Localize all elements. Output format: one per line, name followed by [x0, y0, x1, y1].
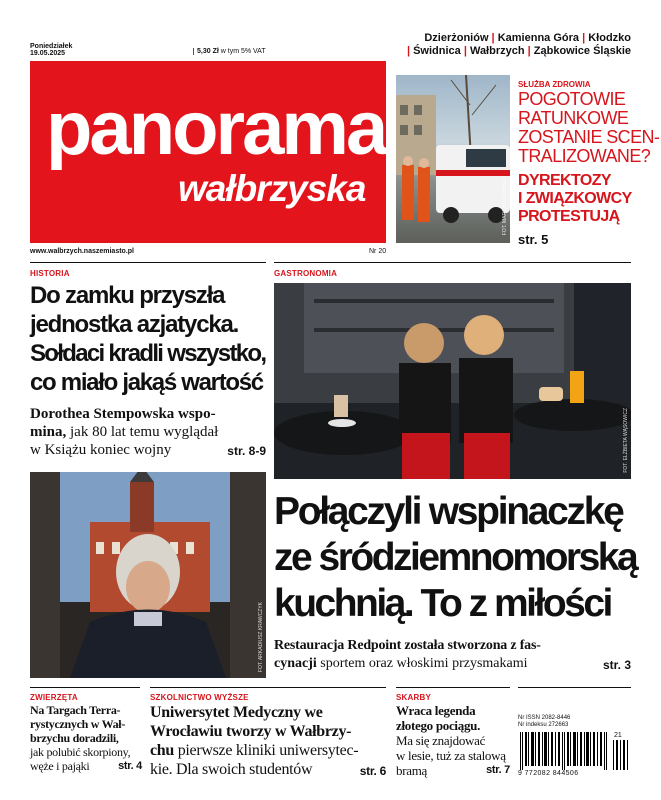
barcode-issue-digits: 21	[614, 732, 622, 739]
top-story-page: str. 5	[518, 232, 549, 247]
barcode-icon	[518, 732, 610, 770]
rule-bottom-col1	[30, 687, 140, 688]
town-swidnica: Świdnica	[413, 45, 461, 57]
history-lead-bold-1: Dorothea Stempowska wspo-	[30, 406, 216, 422]
top-story-head-line-3: ZOSTANIE SCEN-	[518, 127, 660, 147]
animals-body-line-2: węże i pająki	[30, 759, 90, 773]
masthead-subtitle: wałbrzyska	[178, 168, 366, 209]
header-vat: w tym 5% VAT	[220, 48, 266, 55]
university-body-rest: pierwsze kliniki uniwersytec-	[174, 742, 359, 759]
treasure-story	[396, 703, 510, 778]
animals-head-line-3: brzychu doradzili,	[30, 731, 119, 745]
gastro-head-line-3: kuchnią. To z miłości	[274, 582, 611, 625]
treasure-head-line-2: złotego pociągu.	[396, 718, 481, 733]
town-kamienna-gora: Kamienna Góra	[497, 32, 580, 44]
university-head-last: chu	[150, 742, 174, 759]
history-head-line-3: Sołdaci kradli wszystko,	[30, 340, 266, 367]
gastro-photo	[274, 283, 631, 479]
animals-head-line-2: rystycznych w Wał-	[30, 717, 126, 731]
top-story-headline	[518, 90, 659, 166]
top-story-sub-line-2: I ZWIĄZKOWCY	[518, 190, 632, 207]
history-lead	[30, 405, 266, 459]
treasure-body-line-1: Ma się znajdować	[396, 733, 486, 748]
ambulance-photo-credit: FOT. MARCIN KAMIŃSKI	[502, 177, 508, 235]
town-dzierzoniow: Dzierżoniów	[424, 32, 489, 44]
masthead	[30, 61, 386, 243]
history-page: str. 8-9	[227, 444, 266, 458]
animals-kicker: ZWIERZĘTA	[30, 693, 78, 702]
header-day: Poniedziałek	[30, 43, 73, 50]
ambulance-photo	[396, 75, 510, 243]
treasure-body-line-2: w lesie, tuż za stalową	[396, 748, 506, 763]
header-price: 5,30 Zł	[197, 48, 219, 55]
history-head-line-1: Do zamku przyszła	[30, 282, 225, 309]
treasure-page: str. 7	[486, 764, 510, 776]
header-price-block	[193, 48, 266, 55]
rule-bottom-col2	[150, 687, 386, 688]
animals-page: str. 4	[118, 760, 142, 772]
header-date-block	[30, 43, 72, 57]
barcode-index: Nr indeksu 272663	[518, 722, 569, 728]
rule-bottom-col3	[396, 687, 510, 688]
university-kicker: SZKOLNICTWO WYŻSZE	[150, 693, 249, 702]
rule-bottom-col4	[518, 687, 631, 688]
history-kicker: HISTORIA	[30, 269, 70, 278]
university-story	[150, 703, 386, 779]
history-head-line-2: jednostka azjatycka.	[30, 311, 239, 338]
gastro-headline	[274, 489, 637, 627]
town-walbrzych: Wałbrzych	[469, 45, 525, 57]
town-zabkowice: Ząbkowice Śląskie	[533, 45, 631, 57]
history-head-line-4: co miało jakąś wartość	[30, 369, 263, 396]
barcode-digits: 9 772082 844506	[518, 770, 579, 777]
gastro-kicker: GASTRONOMIA	[274, 269, 338, 278]
history-headline	[30, 281, 270, 397]
top-story-sub-line-3: PROTESTUJĄ	[518, 208, 620, 225]
university-page: str. 6	[359, 764, 386, 778]
top-story-head-line-4: TRALIZOWANE?	[518, 146, 651, 166]
gastro-lead-rest-2: sportem oraz włoskimi przysmakami	[316, 656, 528, 671]
barcode-block	[518, 715, 631, 778]
university-head-line-1: Uniwersytet Medyczny we	[150, 704, 323, 721]
history-photo-credit: FOT. ARKADIUSZ KRAWCZYK	[258, 601, 264, 672]
gastro-lead-bold-1: Restauracja Redpoint została stworzona z fas-	[274, 638, 541, 653]
history-lead-rest-2: jak 80 lat temu wyglądał	[66, 424, 219, 440]
top-story-kicker: SŁUŻBA ZDROWIA	[518, 80, 591, 89]
animals-body-line-1: jak polubić skorpiony,	[30, 745, 131, 759]
treasure-kicker: SKARBY	[396, 693, 431, 702]
header-issue: Nr 20	[369, 248, 387, 255]
university-head-line-2: Wrocławiu tworzy w Wałbrzy-	[150, 723, 352, 740]
rule-left-top	[30, 262, 266, 263]
towns-line-1: Dzierżoniów | Kamienna Góra | Kłodzko	[424, 32, 631, 44]
header-website: www.walbrzych.naszemiasto.pl	[30, 248, 134, 255]
gastro-photo-credit: FOT. ELŻBIETA WĄSOWICZ	[623, 408, 629, 473]
top-story-head-line-1: POGOTOWIE	[518, 89, 626, 109]
animals-head-line-1: Na Targach Terra-	[30, 703, 121, 717]
barcode-addon-icon	[613, 740, 629, 770]
university-body-line: kie. Dla swoich studentów	[150, 761, 313, 778]
history-photo	[30, 472, 266, 678]
history-lead-line-3: w Książu koniec wojny	[30, 442, 172, 458]
rule-right-top	[274, 262, 631, 263]
history-lead-bold-2: mina,	[30, 424, 67, 440]
animals-story	[30, 703, 142, 773]
top-story-subhead	[518, 172, 632, 226]
header-towns	[407, 32, 631, 58]
barcode-issn: Nr ISSN 2082-8446	[518, 715, 571, 721]
gastro-head-line-2: ze śródziemnomorską	[274, 536, 637, 579]
towns-line-2: | Świdnica | Wałbrzych | Ząbkowice Śląskie	[406, 45, 631, 57]
header-date: 19.05.2025	[30, 50, 66, 57]
masthead-title: panorama	[46, 86, 386, 171]
treasure-body-line-3: bramą	[396, 763, 427, 778]
top-story-sub-line-1: DYREKTOZY	[518, 172, 611, 189]
treasure-head-line-1: Wraca legenda	[396, 703, 476, 718]
gastro-head-line-1: Połączyli wspinaczkę	[274, 490, 623, 533]
town-klodzko: Kłodzko	[588, 32, 631, 44]
gastro-page: str. 3	[602, 658, 631, 672]
gastro-lead-bold-2: cynacji	[274, 656, 317, 671]
top-story-head-line-2: RATUNKOWE	[518, 108, 629, 128]
gastro-lead	[274, 637, 631, 673]
